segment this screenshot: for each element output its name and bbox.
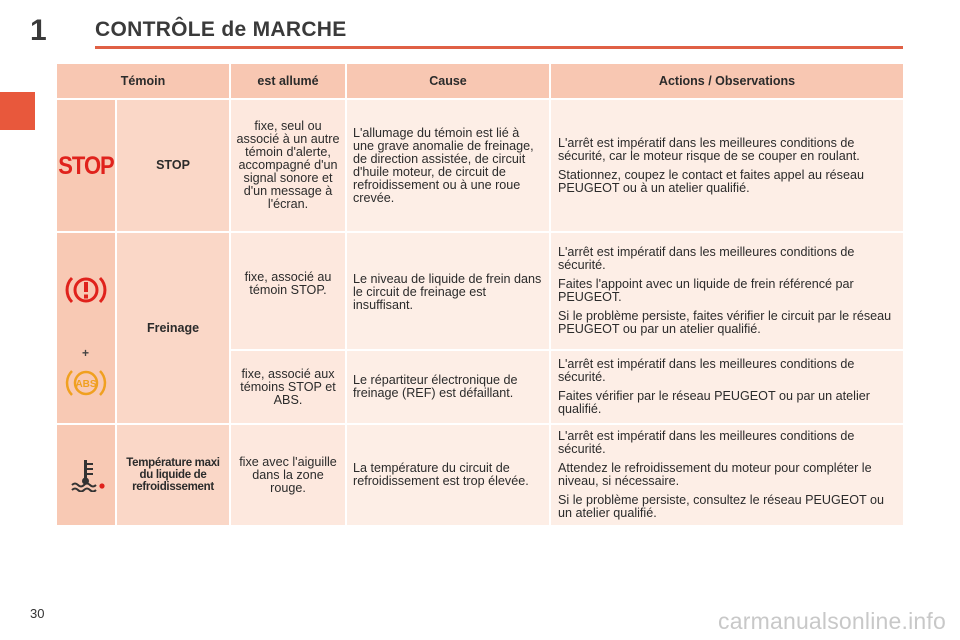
stop-warning-icon: STOP bbox=[58, 151, 114, 180]
freinage-2-lit-text: fixe, associé aux témoins STOP et ABS. bbox=[240, 366, 336, 407]
freinage-1-lit-text: fixe, associé au témoin STOP. bbox=[244, 270, 332, 297]
freinage-1-cause-text: Le niveau de liquide de frein dans le circuit de freinage est insuffisant. bbox=[353, 272, 542, 312]
page-number: 30 bbox=[30, 606, 45, 621]
temperature-name-text: Température maxi du liquide de refroidissement bbox=[126, 457, 220, 493]
table-row-stop-icon-cell bbox=[57, 100, 115, 231]
table-row-stop-lit bbox=[231, 100, 345, 231]
watermark: carmanualsonline.info bbox=[718, 608, 946, 634]
freinage-2-action-1: L'arrêt est impératif dans les meilleures conditions de sécurité. bbox=[558, 357, 855, 384]
column-header-cause: Cause bbox=[347, 64, 549, 98]
table-row-freinage-name: Freinage bbox=[117, 233, 229, 423]
brake-warning-icon bbox=[65, 273, 107, 307]
title-rule bbox=[95, 46, 903, 49]
temperature-lit-text: fixe avec l'aiguille dans la zone rouge. bbox=[239, 454, 337, 495]
stop-lit-text: fixe, seul ou associé à un autre témoin d'alerte, accompagné d'un signal sonore et d'un message à l'écran. bbox=[236, 119, 340, 211]
stop-action-2: Stationnez, coupez le contact et faites appel au réseau PEUGEOT ou à un atelier qualifié. bbox=[558, 167, 864, 195]
temperature-action-1: L'arrêt est impératif dans les meilleures conditions de sécurité. bbox=[558, 429, 855, 456]
table-row-freinage-1-cause bbox=[347, 233, 549, 349]
column-header-actions: Actions / Observations bbox=[551, 64, 903, 98]
temperature-action-3: Si le problème persiste, consultez le réseau PEUGEOT ou un atelier qualifié. bbox=[558, 493, 884, 520]
table-row-stop-name: STOP bbox=[117, 100, 229, 231]
freinage-1-action-3: Si le problème persiste, faites vérifier le circuit par le réseau PEUGEOT ou par un atelier qualifié. bbox=[558, 309, 892, 336]
coolant-temperature-icon bbox=[66, 458, 106, 492]
table-row-freinage-2-actions bbox=[551, 351, 903, 423]
table-row-freinage-1-actions bbox=[551, 233, 903, 349]
table-row-freinage-1-lit bbox=[231, 233, 345, 349]
freinage-1-action-2: Faites l'appoint avec un liquide de frein référencé par PEUGEOT. bbox=[558, 277, 854, 304]
table-row-freinage-2-lit bbox=[231, 351, 345, 423]
table-row-stop-cause bbox=[347, 100, 549, 231]
temperature-cause-text: La température du circuit de refroidissement est trop élevée. bbox=[353, 461, 529, 488]
freinage-1-action-1: L'arrêt est impératif dans les meilleures conditions de sécurité. bbox=[558, 245, 855, 272]
freinage-2-action-2: Faites vérifier par le réseau PEUGEOT ou par un atelier qualifié. bbox=[558, 389, 870, 416]
table-row-stop-actions bbox=[551, 100, 903, 231]
plus-sign: + bbox=[82, 346, 90, 360]
stop-action-1: L'arrêt est impératif dans les meilleures conditions de sécurité, car le moteur risque de se couper en roulant. bbox=[558, 135, 860, 163]
page-title: CONTRÔLE de MARCHE bbox=[95, 18, 347, 41]
chapter-tab bbox=[0, 92, 35, 130]
table-row-temperature-lit bbox=[231, 425, 345, 525]
table-row-temperature-actions bbox=[551, 425, 903, 525]
stop-cause-text: L'allumage du témoin est lié à une grave anomalie de freinage, de direction assistée, de circuit d'huile moteur, de circuit de refroidissement ou à une roue crevée. bbox=[353, 125, 534, 205]
column-header-temoin: Témoin bbox=[57, 64, 229, 98]
freinage-2-cause-text: Le répartiteur électronique de freinage (REF) est défaillant. bbox=[353, 373, 518, 400]
column-header-est-allume: est allumé bbox=[231, 64, 345, 98]
table-row-temperature-name bbox=[117, 425, 229, 525]
temperature-action-2: Attendez le refroidissement du moteur pour compléter le niveau, si nécessaire. bbox=[558, 461, 872, 488]
abs-icon-label: ABS bbox=[75, 379, 97, 390]
abs-warning-icon bbox=[65, 366, 107, 400]
table-row-freinage-icon-cell bbox=[57, 233, 115, 423]
table-row-temperature-cause bbox=[347, 425, 549, 525]
chapter-number: 1 bbox=[30, 14, 47, 47]
table-row-freinage-2-cause bbox=[347, 351, 549, 423]
table-row-temperature-icon-cell bbox=[57, 425, 115, 525]
